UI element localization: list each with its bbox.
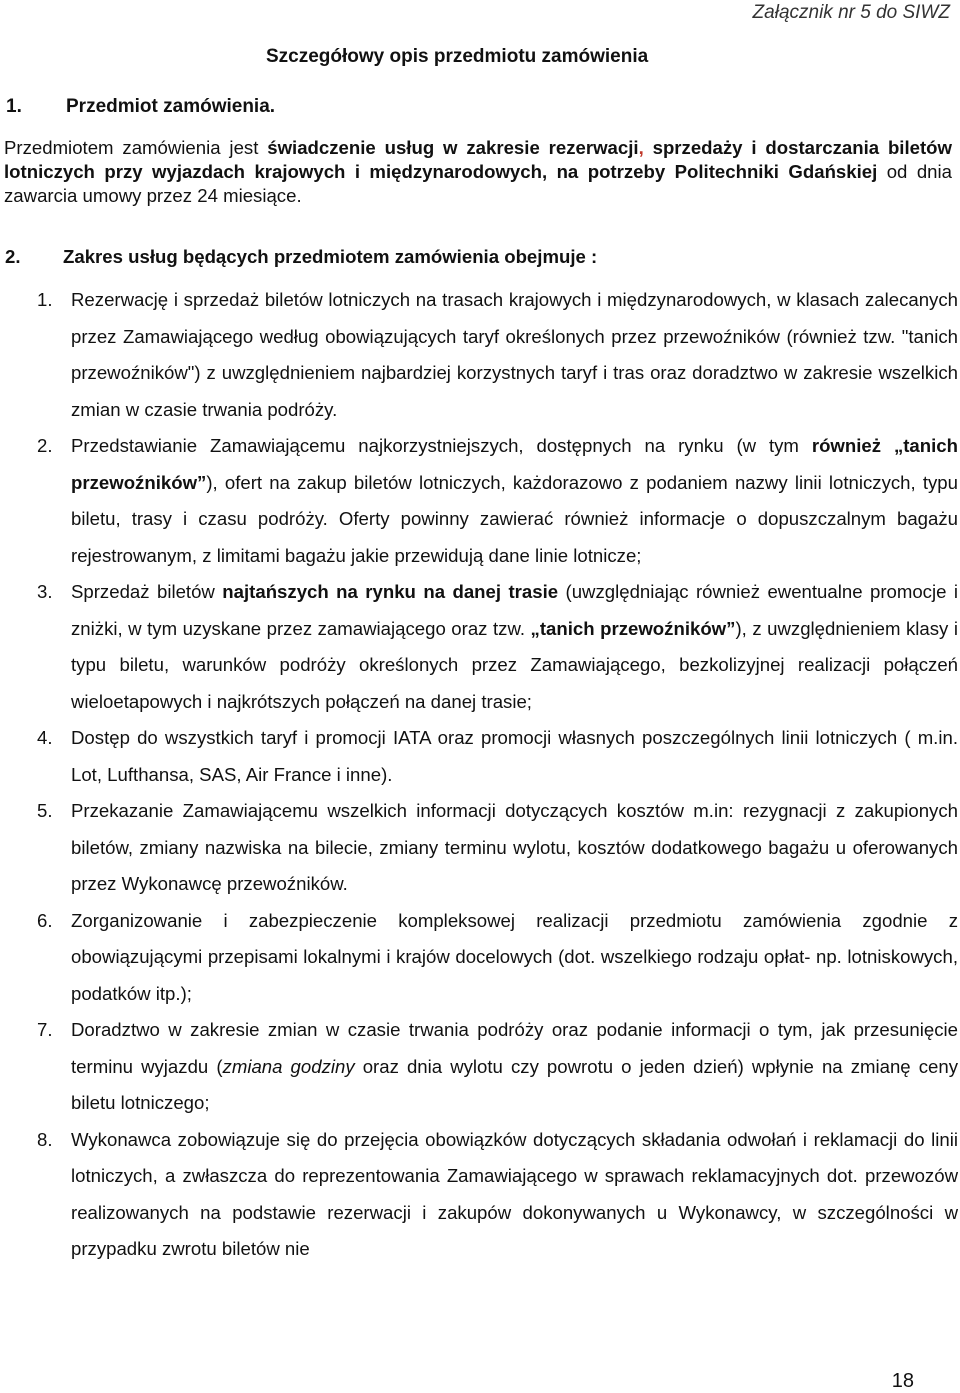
section-1-heading [6,96,275,118]
list-item [0,720,958,793]
item-text: Doradztwo w zakresie zmian w czasie trwania podróży oraz podanie informacji o tym, jak przesunięcie terminu wyjazdu ( [71,1019,958,1077]
intro-text-e: od dnia zawarcia umowy przez 24 miesiące. [4,161,952,206]
section-1-title: Przedmiot zamówienia. [66,96,276,117]
item-number: 1. [37,289,53,310]
intro-comma: , [638,137,644,158]
item-text: ), z uwzględnieniem klasy i typu biletu, warunków podróży określonych przez Zamawiającego, bezkolizyjnej realizacji połączeń wieloetapowych i najkrótszych połączeń na danej trasie; [71,617,958,712]
list-item [0,282,958,428]
item-text-bold: „tanich przewoźników” [530,617,736,639]
list-item [0,428,958,574]
item-number: 4. [37,727,53,748]
item-text: ), ofert na zakup biletów lotniczych, każdorazowo z podaniem nazwy linii lotniczych, typu biletu, trasy i czasu podróży. Oferty powinny zawierać również informacje o dopuszczalnym bagażu rejestrowanym, z limitami bagażu jakie przewidują dane linie lotnicze; [71,471,958,566]
item-text: Wykonawca zobowiązuje się do przejęcia obowiązków dotyczących składania odwołań i reklamacji do linii lotniczych, a zwłaszcza do reprezentowania Zamawiającego w sprawach reklamacyjnych dot. przewozów realizowanych na podstawie rezerwacji i zakupów dokonywanych u Wykonawcy, w szczególności w przypadku zwrotu biletów nie [71,1128,958,1259]
item-text: Zorganizowanie i zabezpieczenie kompleksowej realizacji przedmiotu zamówienia zgodnie z obowiązującymi przepisami lokalnymi i krajów docelowych (dot. wszelkiego rodzaju opłat- np. lotniskowych, podatków itp.); [71,909,958,1004]
item-number: 6. [37,909,53,931]
list-item [0,793,958,903]
item-text: Sprzedaż biletów [71,581,223,602]
item-text: Przekazanie Zamawiającemu wszelkich informacji dotyczących kosztów m.in: rezygnacji z zakupionych biletów, zmiany nazwiska na bilecie, zmiany terminu wylotu, kosztów dodatkowego bagażu u oferowanych przez Wykonawcę przewoźników. [71,800,958,894]
annex-label: Załącznik nr 5 do SIWZ [752,2,950,23]
document-title: Szczegółowy opis przedmiotu zamówienia [266,46,649,67]
section-2-title: Zakres usług będących przedmiotem zamówienia obejmuje : [63,246,598,267]
list-item [0,1122,958,1268]
item-number: 8. [37,1128,53,1150]
item-text-italic: zmiana godziny [222,1055,355,1077]
list-item [0,903,958,1013]
intro-text-bold: świadczenie usług w zakresie rezerwacji [267,137,639,158]
section-1-paragraph [4,136,952,208]
item-text-bold: również „tanich przewoźników” [71,435,958,493]
section-1-number: 1. [6,96,22,117]
list-item [0,574,958,720]
intro-text-bold-2: sprzedaży i dostarczania biletów lotniczych przy wyjazdach krajowych i międzynarodowych, na potrzeby Politechniki Gdańskiej [4,137,952,182]
page-number: 18 [891,1370,914,1392]
item-text-bold: najtańszych na rynku na danej trasie [222,581,559,602]
item-number: 5. [37,800,53,821]
item-text: (uwzględniając również ewentualne promocje i zniżki, w tym uzyskane przez zamawiającego oraz tzw. [71,581,959,639]
item-number: 3. [37,581,53,602]
item-text: Rezerwację i sprzedaż biletów lotniczych na trasach krajowych i międzynarodowych, w klasach zalecanych przez Zamawiającego według obowiązujących taryf określonych przez przewoźników (również tzw. "tanich przewoźników") z uwzględnieniem najbardziej korzystnych taryf i tras oraz doradztwo w zakresie wszelkich zmian w czasie trwania podróży. [71,289,958,420]
section-2-number: 2. [5,246,21,267]
item-text: Przedstawianie Zamawiającemu najkorzystniejszych, dostępnych na rynku (w tym [71,435,812,456]
item-text: Dostęp do wszystkich taryf i promocji IATA oraz promocji własnych poszczególnych linii lotniczych ( m.in. Lot, Lufthansa, SAS, Air France i inne). [71,727,958,785]
services-list [0,282,958,1268]
item-number: 7. [37,1019,53,1040]
section-2-heading [5,246,597,268]
list-item [0,1012,958,1122]
item-number: 2. [37,435,53,456]
item-text: oraz dnia wylotu czy powrotu o jeden dzień) wpłynie na zmianę ceny biletu lotniczego; [71,1055,958,1113]
intro-text-a: Przedmiotem zamówienia jest [4,137,268,158]
